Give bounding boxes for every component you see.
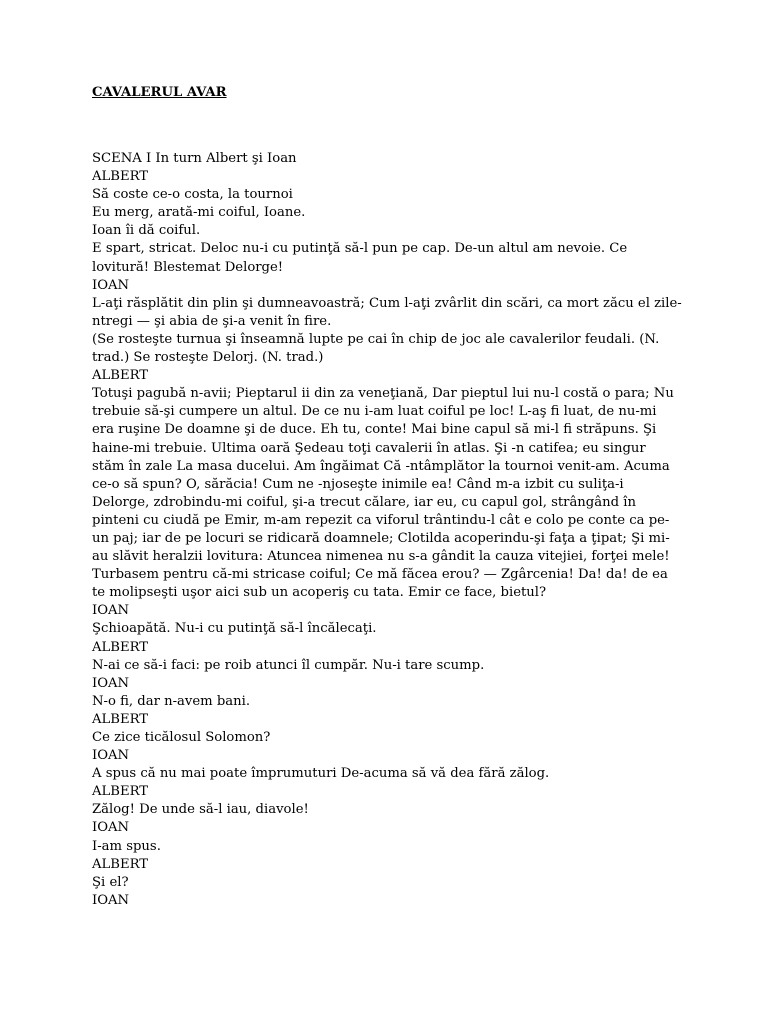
speaker-name: IOAN [92,892,130,908]
document-title: CAVALERUL AVAR [92,85,227,100]
text-line: SCENA I In turn Albert şi Ioan [92,151,297,166]
speaker-name: IOAN [92,277,130,293]
text-line: Totuşi pagubă n-avii; Pieptarul ii din za veneţiană, Dar pieptul lui nu-l costă o para; Nu trebuie să-şi cumpere un altul. De ce nu i-am luat coiful pe loc! L-aş fi luat, de nu-mi era ruşine De doamne şi de duce. Eh tu, conte! Mai bine capul să mi-l fi străpuns. Şi haine-mi trebuie. Ultima oară Şedeau toţi cavalerii în atlas. Şi -n catifea; eu singur stăm în zale La masa ducelui. Am îngăimat Că -ntâmplător la tournoi venit-am. Acuma ce-o să spun? O, sărăcia! Cum ne -njoseşte inimile ea! Când m-a izbit cu suliţa-i Delorge, zdrobindu-mi coiful, şi-a trecut călare, iar eu, cu capul gol, strângând în pinteni cu ciudă pe Emir, m-am repezit ca viforul trântindu-l cât e colo pe conte ca pe-un paj; iar de pe locuri se ridicară doamnele; Clotilda acoperindu-şi faţa a ţipat; Şi mi-au slăvit heralzii lovitura: Atuncea nimenea nu s-a gândit la cauza vitejiei, forţei mele! Turbasem pentru că-mi stricase coiful; Ce mă făcea erou? — Zgârcenia! Da! da! de ea te molipseşti uşor aici sub un acoperiş cu tata. Emir ce face, bietul? [92,386,679,601]
translator-note: (Se rosteşte turnua şi înseamnă lupte pe cai în chip de joc ale cavalerilor feudali. (N. trad.) Se rosteşte Delorj. (N. trad.) [92,331,664,366]
speaker-name: ALBERT [92,784,149,800]
speaker-name: ALBERT [92,368,149,384]
speaker-name: ALBERT [92,169,149,185]
speaker-name: IOAN [92,820,130,836]
speaker-name: IOAN [92,748,130,764]
speaker-name: ALBERT [92,711,149,727]
text-line: E spart, stricat. Deloc nu-i cu putinţă să-l pun pe cap. De-un altul am nevoie. Ce lovitură! Blestemat Delorge! [92,241,632,275]
text-line: N-ai ce să-i faci: pe roib atunci îl cumpăr. Nu-i tare scump. [92,657,485,673]
speaker-name: IOAN [92,603,130,619]
text-line: Zălog! De unde să-l iau, diavole! [92,802,309,818]
text-line: Şchioapătă. Nu-i cu putinţă să-l încălecaţi. [92,621,377,637]
text-line: Eu merg, arată-mi coiful, Ioane. [92,205,306,221]
document-page [92,84,682,910]
speaker-name: ALBERT [92,856,149,872]
speaker-name: IOAN [92,675,130,691]
title-spacer [92,102,682,150]
text-line: Şi el? [92,874,129,890]
speaker-name: ALBERT [92,639,149,655]
play-text [92,150,682,910]
text-line: Să coste ce-o costa, la tournoi [92,187,293,203]
stage-direction: Ioan îi dă coiful. [92,223,201,239]
text-line: A spus că nu mai poate împrumuturi De-acuma să vă dea fără zălog. [92,766,550,782]
text-line: L-aţi răsplătit din plin şi dumneavoastră; Cum l-aţi zvârlit din scări, ca mort zăcu el zile-ntregi — şi abia de şi-a venit în fire. [92,295,682,329]
text-line: I-am spus. [92,838,161,854]
text-line: Ce zice ticălosul Solomon? [92,730,271,745]
text-line: N-o fi, dar n-avem bani. [92,693,251,709]
